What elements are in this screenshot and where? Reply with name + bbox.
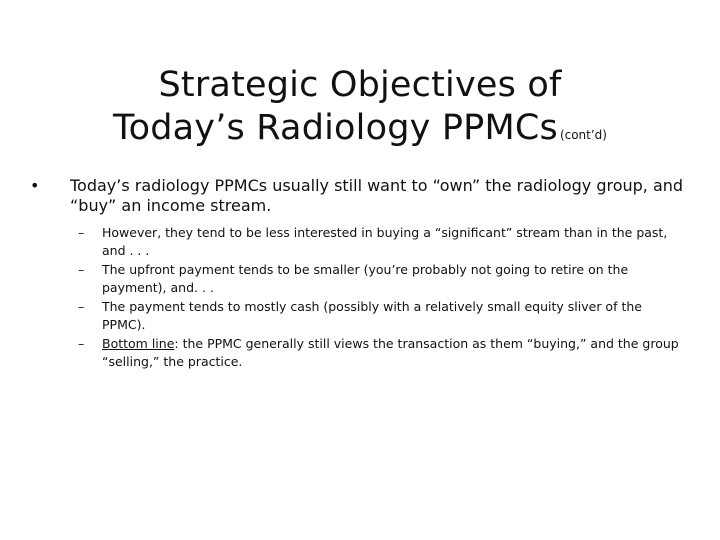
dash-marker-1: – [78,225,85,240]
title-line-1: Strategic Objectives of [158,65,562,105]
main-bullet [24,176,684,216]
sub-bullet-3-text: The payment tends to mostly cash (possibly with a relatively small equity sliver of the PPMC). [102,299,642,332]
title-line-2 [40,107,680,157]
dash-marker-4: – [78,336,85,351]
slide-title [40,64,680,157]
sub-bullet-4 [78,335,684,371]
sub-bullet-2-text: The upfront payment tends to be smaller (you’re probably not going to retire on the payment), and. . . [102,262,629,295]
dash-marker-2: – [78,262,85,277]
sub-bullet-3 [78,298,684,334]
sub-bullet-list [24,224,684,371]
main-bullet-text: Today’s radiology PPMCs usually still want to “own” the radiology group, and “buy” an income stream. [70,176,684,215]
dash-marker-3: – [78,299,85,314]
sub-bullet-4-text: : the PPMC generally still views the transaction as them “buying,” and the group “selling,” the practice. [102,336,679,369]
sub-bullet-1 [78,224,684,260]
sub-bullet-2 [78,261,684,297]
sub-bullet-1-text: However, they tend to be less interested in buying a “significant” stream than in the past, and . . . [102,225,668,258]
title-line-2-text: Today’s Radiology PPMCs [113,108,558,148]
bottom-line-label: Bottom line [102,336,175,351]
title-suffix: (cont’d) [559,128,607,142]
slide-body [24,176,684,372]
bullet-marker: • [30,176,40,195]
